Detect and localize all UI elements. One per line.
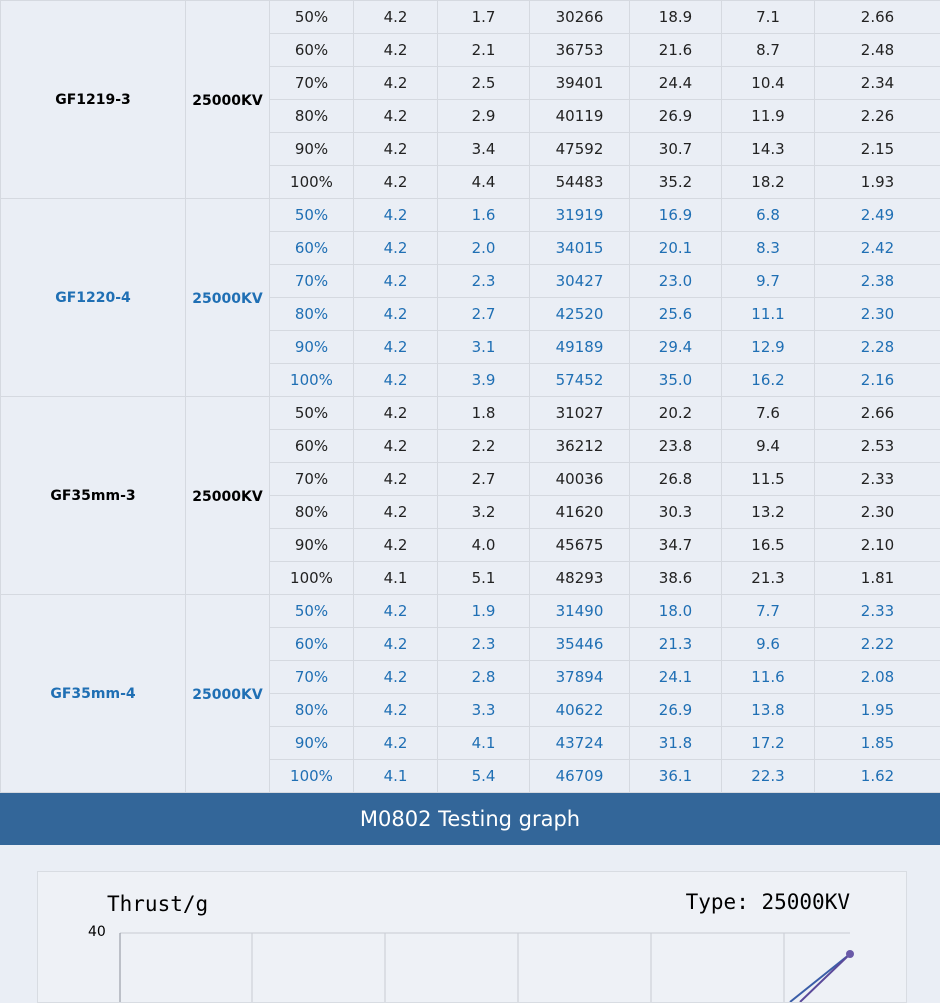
table-cell: 2.8 [438,661,530,694]
table-cell: 38.6 [630,562,722,595]
table-cell: 26.9 [630,100,722,133]
table-cell: 60% [270,34,354,67]
table-cell: 2.34 [815,67,940,100]
table-cell: 2.30 [815,496,940,529]
table-cell: 11.6 [722,661,815,694]
table-cell: 24.1 [630,661,722,694]
table-cell: 21.6 [630,34,722,67]
table-cell: 90% [270,727,354,760]
table-cell: 2.3 [438,628,530,661]
motor-kv: 25000KV [186,199,270,397]
table-cell: 4.2 [354,694,438,727]
table-cell: 35446 [530,628,630,661]
table-cell: 46709 [530,760,630,793]
table-cell: 2.30 [815,298,940,331]
table-cell: 16.9 [630,199,722,232]
table-cell: 31027 [530,397,630,430]
table-cell: 80% [270,694,354,727]
table-cell: 30266 [530,1,630,34]
table-cell: 50% [270,595,354,628]
motor-kv: 25000KV [186,397,270,595]
table-cell: 4.2 [354,397,438,430]
table-group [1,595,940,793]
table-cell: 36753 [530,34,630,67]
table-row [1,397,940,430]
table-cell: 4.2 [354,331,438,364]
series-line [790,954,850,1002]
table-cell: 4.2 [354,595,438,628]
table-cell: 80% [270,298,354,331]
table-cell: 2.08 [815,661,940,694]
table-cell: 4.1 [354,562,438,595]
table-cell: 1.85 [815,727,940,760]
table-cell: 1.9 [438,595,530,628]
table-cell: 1.7 [438,1,530,34]
table-cell: 2.26 [815,100,940,133]
table-cell: 2.66 [815,1,940,34]
table-cell: 4.2 [354,364,438,397]
table-cell: 9.7 [722,265,815,298]
table-cell: 8.7 [722,34,815,67]
table-cell: 30.3 [630,496,722,529]
table-cell: 100% [270,760,354,793]
motor-model: GF35mm-4 [1,595,186,793]
table-cell: 10.4 [722,67,815,100]
table-cell: 4.2 [354,166,438,199]
table-cell: 2.42 [815,232,940,265]
table-cell: 4.1 [354,760,438,793]
table-cell: 1.95 [815,694,940,727]
table-cell: 34015 [530,232,630,265]
graph-plot-area [38,872,906,1002]
table-cell: 24.4 [630,67,722,100]
table-cell: 36.1 [630,760,722,793]
table-cell: 36212 [530,430,630,463]
table-cell: 90% [270,331,354,364]
table-cell: 30427 [530,265,630,298]
motor-model: GF1219-3 [1,1,186,199]
table-cell: 30.7 [630,133,722,166]
table-group [1,397,940,595]
table-cell: 4.0 [438,529,530,562]
table-cell: 54483 [530,166,630,199]
table-cell: 47592 [530,133,630,166]
table-cell: 3.9 [438,364,530,397]
table-cell: 2.1 [438,34,530,67]
table-cell: 4.2 [354,727,438,760]
table-cell: 4.2 [354,430,438,463]
table-cell: 11.1 [722,298,815,331]
table-cell: 2.22 [815,628,940,661]
table-cell: 39401 [530,67,630,100]
table-cell: 21.3 [722,562,815,595]
table-cell: 40036 [530,463,630,496]
table-cell: 17.2 [722,727,815,760]
motor-model: GF1220-4 [1,199,186,397]
table-cell: 11.9 [722,100,815,133]
table-cell: 2.9 [438,100,530,133]
graph-y-axis-label: Thrust/g [107,892,208,916]
table-cell: 16.2 [722,364,815,397]
table-cell: 2.3 [438,265,530,298]
table-cell: 2.2 [438,430,530,463]
table-cell: 90% [270,529,354,562]
table-cell: 49189 [530,331,630,364]
graph-type-label: Type: 25000KV [686,890,850,914]
table-cell: 80% [270,496,354,529]
table-cell: 2.16 [815,364,940,397]
table-cell: 4.2 [354,463,438,496]
table-cell: 3.2 [438,496,530,529]
table-cell: 50% [270,199,354,232]
table-cell: 2.33 [815,595,940,628]
table-cell: 43724 [530,727,630,760]
table-cell: 2.49 [815,199,940,232]
table-cell: 1.6 [438,199,530,232]
series-line [800,954,850,1002]
table-cell: 100% [270,166,354,199]
table-cell: 18.0 [630,595,722,628]
table-cell: 1.81 [815,562,940,595]
table-cell: 4.4 [438,166,530,199]
table-cell: 4.2 [354,298,438,331]
table-cell: 2.28 [815,331,940,364]
table-cell: 42520 [530,298,630,331]
table-cell: 4.2 [354,1,438,34]
table-cell: 26.9 [630,694,722,727]
motor-kv: 25000KV [186,595,270,793]
table-cell: 3.4 [438,133,530,166]
table-cell: 20.1 [630,232,722,265]
table-cell: 1.93 [815,166,940,199]
table-cell: 35.2 [630,166,722,199]
table-cell: 2.10 [815,529,940,562]
banner-title: M0802 Testing graph [360,807,580,831]
table-cell: 40622 [530,694,630,727]
table-cell: 2.7 [438,463,530,496]
table-cell: 7.6 [722,397,815,430]
table-cell: 80% [270,100,354,133]
table-cell: 60% [270,232,354,265]
table-cell: 11.5 [722,463,815,496]
table-cell: 4.2 [354,628,438,661]
table-cell: 70% [270,661,354,694]
table-cell: 5.1 [438,562,530,595]
table-cell: 4.2 [354,67,438,100]
table-cell: 40119 [530,100,630,133]
table-cell: 70% [270,265,354,298]
table-cell: 100% [270,364,354,397]
table-cell: 37894 [530,661,630,694]
table-cell: 20.2 [630,397,722,430]
table-cell: 31.8 [630,727,722,760]
table-row [1,595,940,628]
graph-y-tick: 40 [88,924,106,940]
table-cell: 2.33 [815,463,940,496]
table-cell: 26.8 [630,463,722,496]
table-cell: 18.9 [630,1,722,34]
table-cell: 2.5 [438,67,530,100]
table-cell: 4.2 [354,265,438,298]
table-cell: 8.3 [722,232,815,265]
testing-graph [37,871,907,1003]
table-cell: 4.2 [354,529,438,562]
table-cell: 4.2 [354,34,438,67]
table-cell: 70% [270,463,354,496]
table-cell: 14.3 [722,133,815,166]
table-cell: 21.3 [630,628,722,661]
table-cell: 4.2 [354,100,438,133]
table-cell: 48293 [530,562,630,595]
table-cell: 2.0 [438,232,530,265]
table-cell: 50% [270,397,354,430]
table-cell: 12.9 [722,331,815,364]
table-cell: 41620 [530,496,630,529]
table-cell: 2.66 [815,397,940,430]
table-cell: 45675 [530,529,630,562]
table-cell: 16.5 [722,529,815,562]
motor-model: GF35mm-3 [1,397,186,595]
table-cell: 4.2 [354,661,438,694]
table-cell: 90% [270,133,354,166]
table-cell: 31490 [530,595,630,628]
table-cell: 4.1 [438,727,530,760]
table-cell: 25.6 [630,298,722,331]
table-cell: 23.0 [630,265,722,298]
table-cell: 7.1 [722,1,815,34]
table-cell: 9.6 [722,628,815,661]
table-cell: 2.15 [815,133,940,166]
table-cell: 6.8 [722,199,815,232]
table-cell: 70% [270,67,354,100]
table-cell: 100% [270,562,354,595]
table-cell: 13.2 [722,496,815,529]
table-cell: 4.2 [354,133,438,166]
table-cell: 1.8 [438,397,530,430]
table-cell: 2.7 [438,298,530,331]
table-cell: 4.2 [354,496,438,529]
motor-kv: 25000KV [186,1,270,199]
series-point [846,950,854,958]
table-cell: 2.53 [815,430,940,463]
table-cell: 57452 [530,364,630,397]
table-cell: 60% [270,430,354,463]
table-cell: 2.38 [815,265,940,298]
table-row [1,199,940,232]
table-cell: 23.8 [630,430,722,463]
table-cell: 35.0 [630,364,722,397]
table-cell: 5.4 [438,760,530,793]
table-group [1,1,940,199]
table-cell: 3.3 [438,694,530,727]
table-cell: 4.2 [354,232,438,265]
table-cell: 22.3 [722,760,815,793]
table-cell: 9.4 [722,430,815,463]
table-cell: 13.8 [722,694,815,727]
section-banner [0,793,940,845]
table-cell: 29.4 [630,331,722,364]
table-cell: 1.62 [815,760,940,793]
table-cell: 31919 [530,199,630,232]
table-cell: 34.7 [630,529,722,562]
table-cell: 2.48 [815,34,940,67]
table-cell: 50% [270,1,354,34]
table-cell: 60% [270,628,354,661]
table-cell: 7.7 [722,595,815,628]
table-group [1,199,940,397]
table-row [1,1,940,34]
table-cell: 18.2 [722,166,815,199]
table-cell: 3.1 [438,331,530,364]
table-cell: 4.2 [354,199,438,232]
